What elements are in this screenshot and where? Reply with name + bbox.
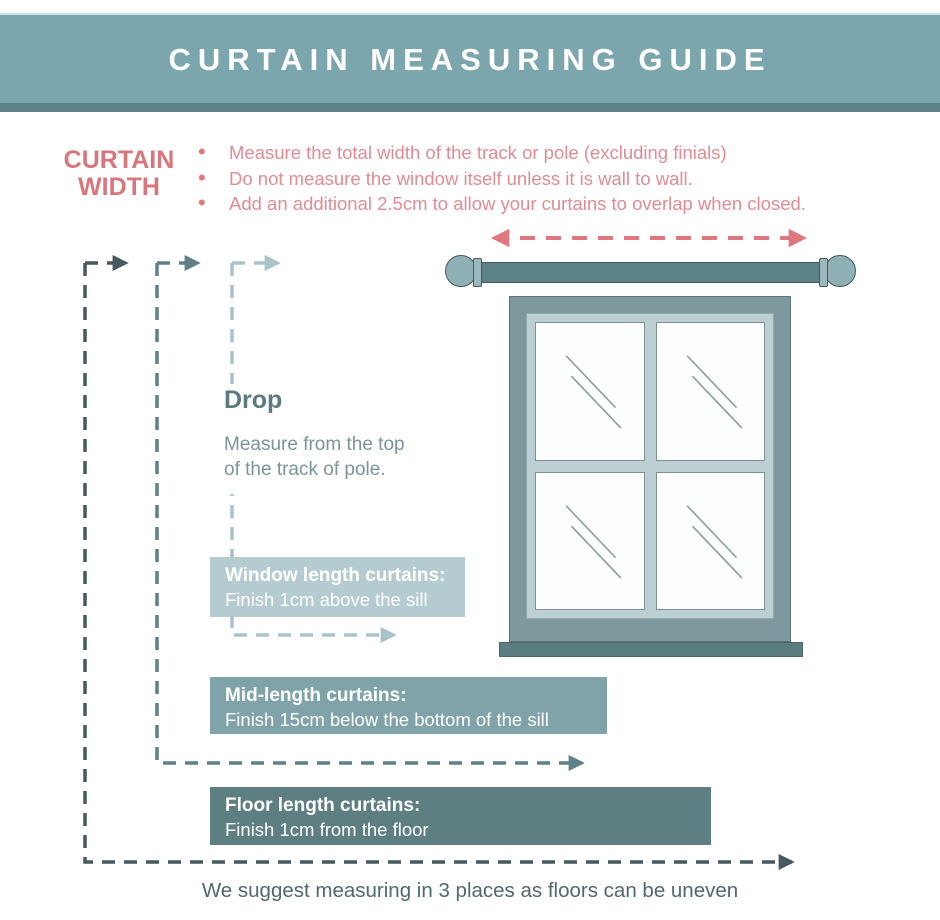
mid-length-detail: Finish 15cm below the bottom of the sill: [225, 709, 549, 730]
window-length-detail: Finish 1cm above the sill: [225, 589, 428, 610]
bullet-item: • Measure the total width of the track or pole (excluding finials): [196, 140, 926, 166]
bullet-item: • Do not measure the window itself unless it is wall to wall.: [196, 166, 926, 192]
curtain-width-heading-line1: CURTAIN: [63, 146, 175, 174]
glass-reflection-icon: [536, 473, 644, 610]
window-illustration: [509, 296, 791, 642]
curtain-width-heading-line2: WIDTH: [78, 173, 160, 201]
window-inner-frame: [526, 313, 774, 619]
pole-collar-left: [473, 258, 482, 287]
window-pane: [535, 322, 645, 461]
drop-description-line2: of the track of pole.: [224, 459, 386, 480]
page-title: CURTAIN MEASURING GUIDE: [168, 42, 772, 77]
curtain-pole: [477, 262, 824, 283]
glass-reflection-icon: [536, 323, 644, 460]
window-pane: [656, 472, 766, 611]
pole-finial-right: [824, 255, 856, 287]
drop-description-line1: Measure from the top: [224, 434, 405, 455]
drop-heading: Drop: [224, 386, 283, 414]
glass-reflection-icon: [657, 323, 765, 460]
bullet-item: • Add an additional 2.5cm to allow your curtains to overlap when closed.: [196, 191, 926, 217]
window-pane: [535, 472, 645, 611]
floor-length-box: [210, 787, 711, 845]
footer-note: We suggest measuring in 3 places as floors can be uneven: [201, 879, 739, 902]
window-sill: [499, 642, 803, 657]
floor-length-title: Floor length curtains:: [225, 795, 421, 816]
window-pane: [656, 322, 766, 461]
window-length-title: Window length curtains:: [225, 565, 446, 586]
pole-collar-right: [819, 258, 828, 287]
mid-length-title: Mid-length curtains:: [225, 685, 407, 706]
floor-length-detail: Finish 1cm from the floor: [225, 819, 429, 840]
mid-length-box: [210, 677, 607, 734]
window-length-box: [210, 557, 465, 617]
glass-reflection-icon: [657, 473, 765, 610]
drop-section: [222, 384, 442, 494]
